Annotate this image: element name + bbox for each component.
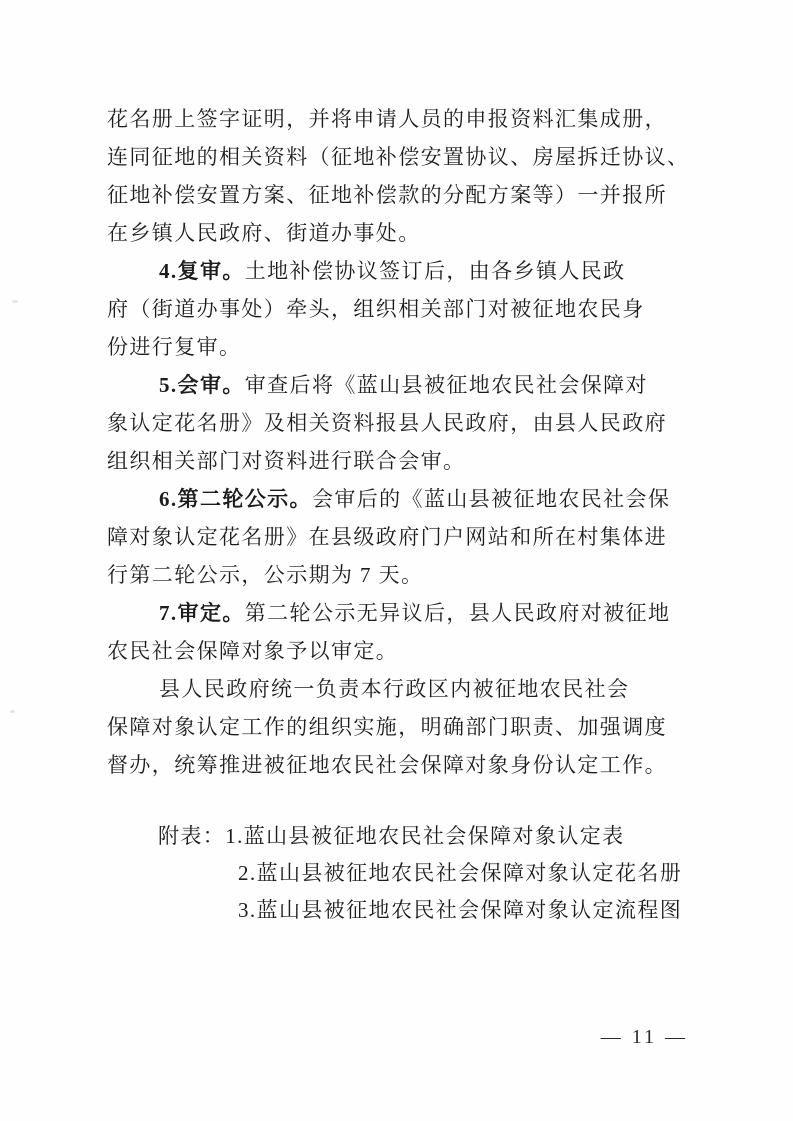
item-4-lead: 4.复审。	[159, 259, 245, 283]
paragraph-closing	[107, 670, 691, 784]
item-6-text: 会审后的《蓝山县被征地农民社会保	[311, 487, 671, 511]
text-line: 份进行复审。	[107, 335, 242, 359]
item-4-text: 土地补偿协议签订后，由各乡镇人民政	[244, 259, 626, 283]
text-line: 保障对象认定工作的组织实施，明确部门职责、加强调度	[107, 715, 667, 739]
appendix-line-2: 2.蓝山县被征地农民社会保障对象认定花名册	[238, 861, 683, 885]
text-line	[107, 366, 691, 404]
text-line: 障对象认定花名册》在县级政府门户网站和所在村集体进	[107, 525, 667, 549]
item-5-lead: 5.会审。	[159, 373, 245, 397]
page-number: — 11 —	[600, 1026, 688, 1048]
appendix-line-3: 3.蓝山县被征地农民社会保障对象认定流程图	[238, 898, 683, 922]
text-line: 县人民政府统一负责本行政区内被征地农民社会	[159, 677, 630, 701]
paragraph-item-5-joint-review	[107, 366, 691, 480]
text-line: 在乡镇人民政府、街道办事处。	[107, 221, 421, 245]
text-line: 农民社会保障对象予以审定。	[107, 639, 399, 663]
text-line	[107, 252, 691, 290]
text-line: 行第二轮公示，公示期为 7 天。	[107, 563, 424, 587]
item-5-text: 审查后将《蓝山县被征地农民社会保障对	[244, 373, 648, 397]
text-line: 府（街道办事处）牵头，组织相关部门对被征地农民身	[107, 297, 645, 321]
document-body	[107, 100, 691, 929]
item-6-lead: 6.第二轮公示。	[159, 487, 312, 511]
item-7-lead: 7.审定。	[159, 601, 245, 625]
text-line: 征地补偿安置方案、征地补偿款的分配方案等）一并报所	[107, 183, 667, 207]
appendix-label: 附表：	[158, 824, 226, 848]
text-line: 督办，统筹推进被征地农民社会保障对象身份认定工作。	[107, 753, 667, 777]
text-line	[107, 480, 691, 518]
text-line: 连同征地的相关资料（征地补偿安置协议、房屋拆迁协议、	[107, 145, 690, 169]
paragraph-item-7-final-approval	[107, 594, 691, 670]
appendix-line-1	[107, 818, 691, 855]
text-line	[107, 594, 691, 632]
scan-speck	[10, 710, 15, 713]
text-line: 组织相关部门对资料进行联合会审。	[107, 449, 466, 473]
paragraph-continuation	[107, 100, 691, 252]
text-line: 花名册上签字证明，并将申请人员的申报资料汇集成册，	[107, 107, 667, 131]
paragraph-item-6-second-publicity	[107, 480, 691, 594]
paragraph-item-4-review	[107, 252, 691, 366]
text-line: 象认定花名册》及相关资料报县人民政府，由县人民政府	[107, 411, 667, 435]
scan-speck	[12, 300, 18, 303]
appendix-item-1: 1.蓝山县被征地农民社会保障对象认定表	[225, 824, 625, 848]
appendix-list	[107, 818, 691, 929]
item-7-text: 第二轮公示无异议后，县人民政府对被征地	[244, 601, 671, 625]
